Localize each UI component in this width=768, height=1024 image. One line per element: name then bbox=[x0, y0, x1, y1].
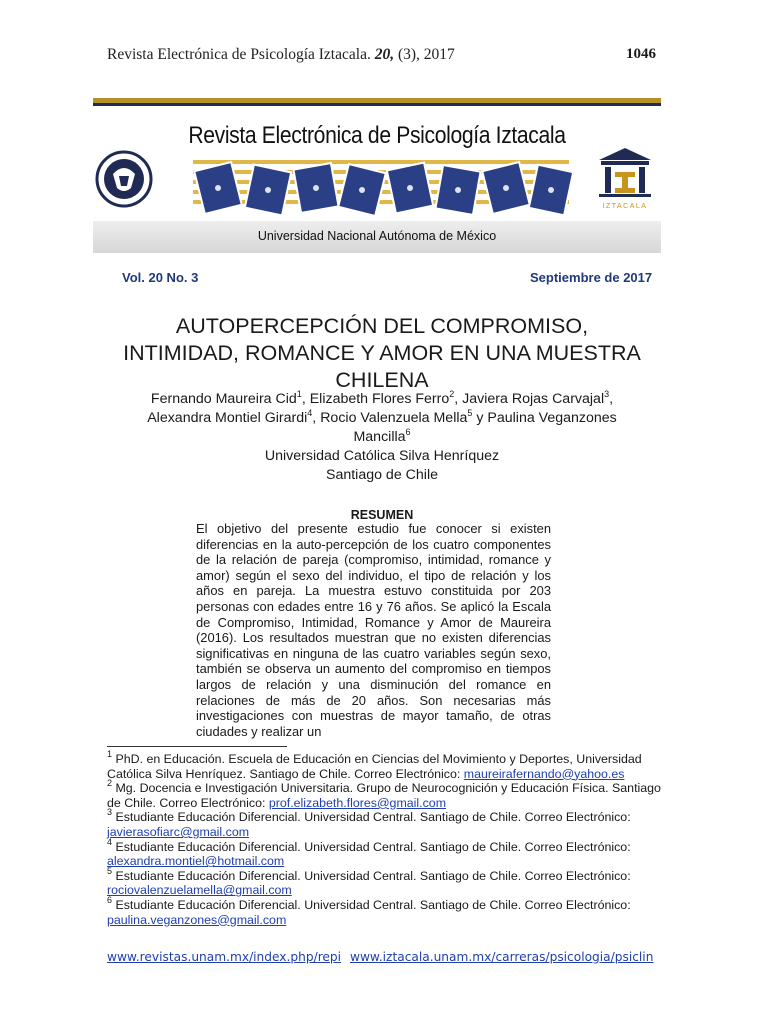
footnote-email-link[interactable]: alexandra.montiel@hotmail.com bbox=[107, 854, 285, 869]
footnote-num: 6 bbox=[107, 894, 113, 905]
footnote-email-link[interactable]: rociovalenzuelamella@gmail.com bbox=[107, 883, 292, 898]
footnote bbox=[107, 807, 662, 839]
article-title bbox=[100, 313, 664, 394]
affiliation-city: Santiago de Chile bbox=[325, 467, 438, 483]
article-title-line: INTIMIDAD, ROMANCE Y AMOR EN UNA MUESTRA bbox=[123, 341, 641, 365]
footnote-num: 2 bbox=[107, 778, 113, 789]
author-sup: 5 bbox=[467, 408, 473, 418]
author-sup: 3 bbox=[604, 389, 610, 399]
author-line: Mancilla$^6$ bbox=[353, 427, 411, 445]
footnote-email-link[interactable]: paulina.veganzones@gmail.com bbox=[107, 912, 287, 927]
author-name: Rocio Valenzuela Mella bbox=[320, 410, 468, 426]
banner-university: Universidad Nacional Autónoma de México bbox=[257, 229, 497, 243]
running-head-issue-year: (3), 2017 bbox=[394, 46, 455, 63]
iztacala-site-link[interactable]: www.iztacala.unam.mx/carreras/psicologia/psiclin bbox=[350, 950, 654, 964]
author-line: Fernando Maureira Cid$^1$, Elizabeth Flores Ferro$^2$, Javiera Rojas Carvajal$^3$, bbox=[150, 389, 614, 407]
unam-seal-logo bbox=[95, 148, 153, 210]
page-number: 1046 bbox=[626, 46, 656, 62]
footnote bbox=[107, 836, 662, 869]
banner-title: Revista Electrónica de Psicología Iztacala bbox=[188, 122, 566, 149]
author-name: Javiera Rojas Carvajal bbox=[462, 391, 605, 407]
footnote-num: 1 bbox=[107, 749, 113, 759]
article-title-line: AUTOPERCEPCIÓN DEL COMPROMISO, bbox=[175, 314, 589, 338]
iztacala-label: IZTACALA bbox=[602, 203, 648, 210]
journal-site-link[interactable]: www.revistas.unam.mx/index.php/repi bbox=[107, 950, 342, 964]
footnote-email-link[interactable]: prof.elizabeth.flores@gmail.com bbox=[268, 795, 447, 810]
running-head bbox=[107, 46, 455, 64]
footnote bbox=[107, 778, 662, 810]
footnote-text: Estudiante Educación Diferencial. Universidad Central. Santiago de Chile. Correo Electrónico: bbox=[115, 868, 631, 883]
author-line: Alexandra Montiel Girardi$^4$, Rocio Valenzuela Mella$^5$ y Paulina Veganzones bbox=[147, 408, 617, 426]
author-name: Fernando Maureira Cid bbox=[150, 391, 297, 407]
footnote-text: Estudiante Educación Diferencial. Universidad Central. Santiago de Chile. Correo Electrónico: bbox=[115, 839, 631, 854]
footnote-num: 3 bbox=[107, 807, 113, 818]
footnote bbox=[107, 749, 662, 781]
issue-date: Septiembre de 2017 bbox=[530, 270, 653, 285]
footnote-num: 4 bbox=[107, 836, 113, 847]
footnote-text: Estudiante Educación Diferencial. Universidad Central. Santiago de Chile. Correo Electrónico: bbox=[115, 810, 631, 825]
banner-tiles-graphic bbox=[193, 156, 573, 228]
abstract-heading: RESUMEN bbox=[350, 508, 414, 522]
footnote-text: Mg. Docencia e Investigación Universitaria. Grupo de Neurocognición y Educación Física. Santiago de Chile. Correo Electrónico: bbox=[107, 781, 661, 810]
footnote-email-link[interactable]: javierasofiarc@gmail.com bbox=[107, 824, 250, 839]
footnote-text: Estudiante Educación Diferencial. Universidad Central. Santiago de Chile. Correo Electrónico: bbox=[115, 897, 631, 912]
author-name: Alexandra Montiel Girardi bbox=[147, 410, 308, 426]
footnote-email-link[interactable]: maureirafernando@yahoo.es bbox=[463, 766, 625, 781]
running-head-volume: 20, bbox=[374, 46, 395, 63]
author-sup: 2 bbox=[449, 389, 455, 399]
footnote-num: 5 bbox=[107, 865, 113, 876]
footnote bbox=[107, 865, 662, 898]
affiliation: Universidad Católica Silva Henríquez bbox=[264, 448, 500, 464]
abstract-text: El objetivo del presente estudio fue conocer si existen diferencias en la auto-percepción de los cuatro componentes de la relación de pareja (compromiso, intimidad, romance y amor) según el sexo del individuo, el tipo de relación y los años en pareja. La muestra estuvo constituida por 203 personas con edades entre 16 y 76 años. Se aplicó la Escala de Compromiso, Intimidad, Romance y Amor de Maureira (2016). Los resultados muestran que no existen diferencias significativas en ninguna de las cuatro variables según sexo, también se observa un aumento del compromiso en tiempos largos de relación y una disminución del romance en relaciones de más de 20 años. Son necesarias más investigaciones con muestras de mayor tamaño, de otras ciudades y realizar un bbox=[196, 521, 551, 739]
footnotes bbox=[107, 749, 662, 927]
footnote-rule bbox=[107, 746, 287, 747]
author-sup: 6 bbox=[405, 427, 411, 437]
author-sup: 4 bbox=[307, 408, 313, 418]
footnote bbox=[107, 894, 662, 927]
running-head-journal: Revista Electrónica de Psicología Iztacala. bbox=[107, 46, 371, 63]
article-title-line: CHILENA bbox=[335, 368, 429, 392]
issue-volume: Vol. 20 No. 3 bbox=[122, 270, 199, 285]
author-sup: 1 bbox=[296, 389, 302, 399]
banner-navy-rule bbox=[93, 103, 661, 106]
journal-banner bbox=[93, 98, 661, 256]
author-name: Elizabeth Flores Ferro bbox=[309, 391, 450, 407]
footnote-text: PhD. en Educación. Escuela de Educación en Ciencias del Movimiento y Deportes, Universidad Católica Silva Henríquez. Santiago de Chile. Correo Electrónico: bbox=[107, 752, 642, 781]
